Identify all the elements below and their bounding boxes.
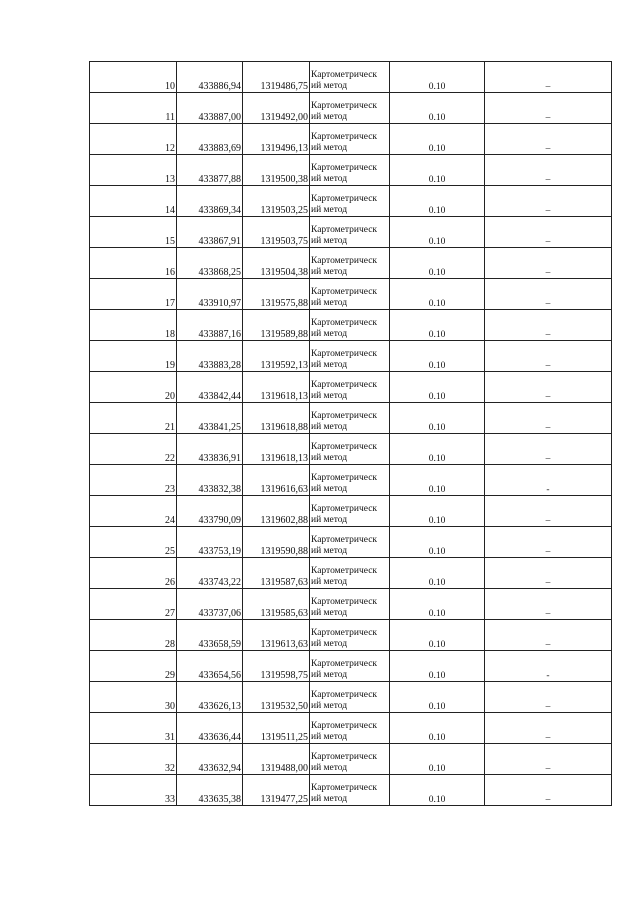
method-cell: [310, 310, 390, 341]
accuracy-cell: 0.10: [390, 372, 485, 403]
x-coordinate-cell: 433790,09: [177, 496, 243, 527]
x-coordinate-cell: 433842,44: [177, 372, 243, 403]
method-cell: [310, 744, 390, 775]
method-text-line1: Картометрическ: [311, 70, 378, 80]
method-text-line1: Картометрическ: [311, 256, 378, 266]
description-cell: –: [485, 589, 612, 620]
y-coordinate-cell: 1319613,63: [243, 620, 310, 651]
description-cell: –: [485, 217, 612, 248]
description-cell: –: [485, 496, 612, 527]
table-row: [90, 186, 612, 217]
x-coordinate-cell: 433841,25: [177, 403, 243, 434]
method-text-line1: Картометрическ: [311, 225, 378, 235]
method-text-line2: ий метод: [311, 298, 348, 308]
x-coordinate-cell: 433868,25: [177, 248, 243, 279]
method-text-line1: Картометрическ: [311, 659, 378, 669]
method-cell: [310, 403, 390, 434]
description-cell: –: [485, 527, 612, 558]
point-number-cell: 15: [90, 217, 177, 248]
table-row: [90, 651, 612, 682]
point-number-cell: 27: [90, 589, 177, 620]
method-text-line2: ий метод: [311, 794, 348, 804]
method-cell: [310, 248, 390, 279]
coordinates-table: [89, 61, 612, 806]
method-text-line2: ий метод: [311, 639, 348, 649]
method-text-line1: Картометрическ: [311, 411, 378, 421]
description-cell: –: [485, 124, 612, 155]
x-coordinate-cell: 433658,59: [177, 620, 243, 651]
method-cell: [310, 124, 390, 155]
method-cell: [310, 527, 390, 558]
point-number-cell: 30: [90, 682, 177, 713]
x-coordinate-cell: 433737,06: [177, 589, 243, 620]
point-number-cell: 33: [90, 775, 177, 806]
method-text-line2: ий метод: [311, 143, 348, 153]
accuracy-cell: 0.10: [390, 744, 485, 775]
method-cell: [310, 558, 390, 589]
method-text-line2: ий метод: [311, 577, 348, 587]
x-coordinate-cell: 433654,56: [177, 651, 243, 682]
x-coordinate-cell: 433867,91: [177, 217, 243, 248]
method-text-line2: ий метод: [311, 484, 348, 494]
table-row: [90, 403, 612, 434]
method-text-line1: Картометрическ: [311, 628, 378, 638]
description-cell: –: [485, 186, 612, 217]
method-cell: [310, 620, 390, 651]
method-text-line2: ий метод: [311, 732, 348, 742]
accuracy-cell: 0.10: [390, 217, 485, 248]
method-text-line2: ий метод: [311, 763, 348, 773]
y-coordinate-cell: 1319592,13: [243, 341, 310, 372]
x-coordinate-cell: 433636,44: [177, 713, 243, 744]
description-cell: –: [485, 744, 612, 775]
x-coordinate-cell: 433883,28: [177, 341, 243, 372]
method-text-line2: ий метод: [311, 453, 348, 463]
accuracy-cell: 0.10: [390, 651, 485, 682]
method-text-line2: ий метод: [311, 422, 348, 432]
y-coordinate-cell: 1319618,13: [243, 372, 310, 403]
y-coordinate-cell: 1319486,75: [243, 62, 310, 93]
description-cell: –: [485, 93, 612, 124]
point-number-cell: 17: [90, 279, 177, 310]
table-row: [90, 558, 612, 589]
description-cell: -: [485, 465, 612, 496]
table-row: [90, 372, 612, 403]
point-number-cell: 19: [90, 341, 177, 372]
method-text-line1: Картометрическ: [311, 101, 378, 111]
accuracy-cell: 0.10: [390, 465, 485, 496]
method-text-line1: Картометрическ: [311, 318, 378, 328]
point-number-cell: 31: [90, 713, 177, 744]
point-number-cell: 23: [90, 465, 177, 496]
method-cell: [310, 775, 390, 806]
method-cell: [310, 93, 390, 124]
table-row: [90, 155, 612, 186]
table-row: [90, 434, 612, 465]
description-cell: –: [485, 558, 612, 589]
y-coordinate-cell: 1319504,38: [243, 248, 310, 279]
point-number-cell: 26: [90, 558, 177, 589]
method-text-line2: ий метод: [311, 267, 348, 277]
method-text-line2: ий метод: [311, 391, 348, 401]
method-text-line1: Картометрическ: [311, 690, 378, 700]
description-cell: –: [485, 682, 612, 713]
method-text-line1: Картометрическ: [311, 163, 378, 173]
point-number-cell: 20: [90, 372, 177, 403]
point-number-cell: 10: [90, 62, 177, 93]
method-cell: [310, 217, 390, 248]
method-text-line1: Картометрическ: [311, 132, 378, 142]
y-coordinate-cell: 1319618,88: [243, 403, 310, 434]
x-coordinate-cell: 433869,34: [177, 186, 243, 217]
y-coordinate-cell: 1319503,25: [243, 186, 310, 217]
table-row: [90, 496, 612, 527]
accuracy-cell: 0.10: [390, 713, 485, 744]
method-text-line2: ий метод: [311, 670, 348, 680]
point-number-cell: 28: [90, 620, 177, 651]
description-cell: –: [485, 775, 612, 806]
method-cell: [310, 496, 390, 527]
point-number-cell: 14: [90, 186, 177, 217]
method-text-line2: ий метод: [311, 360, 348, 370]
accuracy-cell: 0.10: [390, 62, 485, 93]
method-cell: [310, 589, 390, 620]
method-text-line2: ий метод: [311, 546, 348, 556]
accuracy-cell: 0.10: [390, 527, 485, 558]
point-number-cell: 21: [90, 403, 177, 434]
x-coordinate-cell: 433832,38: [177, 465, 243, 496]
accuracy-cell: 0.10: [390, 589, 485, 620]
method-cell: [310, 186, 390, 217]
accuracy-cell: 0.10: [390, 124, 485, 155]
table-row: [90, 62, 612, 93]
method-cell: [310, 682, 390, 713]
table-row: [90, 248, 612, 279]
table-row: [90, 620, 612, 651]
table-row: [90, 775, 612, 806]
method-text-line1: Картометрическ: [311, 566, 378, 576]
accuracy-cell: 0.10: [390, 403, 485, 434]
table-row: [90, 124, 612, 155]
x-coordinate-cell: 433753,19: [177, 527, 243, 558]
method-cell: [310, 372, 390, 403]
y-coordinate-cell: 1319575,88: [243, 279, 310, 310]
method-text-line2: ий метод: [311, 329, 348, 339]
x-coordinate-cell: 433626,13: [177, 682, 243, 713]
table-row: [90, 527, 612, 558]
x-coordinate-cell: 433632,94: [177, 744, 243, 775]
y-coordinate-cell: 1319532,50: [243, 682, 310, 713]
x-coordinate-cell: 433635,38: [177, 775, 243, 806]
method-cell: [310, 651, 390, 682]
description-cell: –: [485, 434, 612, 465]
y-coordinate-cell: 1319587,63: [243, 558, 310, 589]
x-coordinate-cell: 433887,16: [177, 310, 243, 341]
method-text-line1: Картометрическ: [311, 752, 378, 762]
y-coordinate-cell: 1319585,63: [243, 589, 310, 620]
accuracy-cell: 0.10: [390, 434, 485, 465]
table-row: [90, 589, 612, 620]
description-cell: –: [485, 279, 612, 310]
method-cell: [310, 279, 390, 310]
method-text-line1: Картометрическ: [311, 380, 378, 390]
point-number-cell: 24: [90, 496, 177, 527]
y-coordinate-cell: 1319598,75: [243, 651, 310, 682]
point-number-cell: 25: [90, 527, 177, 558]
x-coordinate-cell: 433743,22: [177, 558, 243, 589]
accuracy-cell: 0.10: [390, 279, 485, 310]
table-row: [90, 93, 612, 124]
method-text-line1: Картометрическ: [311, 194, 378, 204]
accuracy-cell: 0.10: [390, 558, 485, 589]
accuracy-cell: 0.10: [390, 155, 485, 186]
method-cell: [310, 713, 390, 744]
x-coordinate-cell: 433887,00: [177, 93, 243, 124]
y-coordinate-cell: 1319492,00: [243, 93, 310, 124]
table-row: [90, 310, 612, 341]
accuracy-cell: 0.10: [390, 775, 485, 806]
accuracy-cell: 0.10: [390, 310, 485, 341]
description-cell: –: [485, 372, 612, 403]
table-row: [90, 341, 612, 372]
method-text-line1: Картометрическ: [311, 504, 378, 514]
method-text-line2: ий метод: [311, 608, 348, 618]
method-cell: [310, 62, 390, 93]
point-number-cell: 18: [90, 310, 177, 341]
accuracy-cell: 0.10: [390, 186, 485, 217]
table-row: [90, 713, 612, 744]
method-cell: [310, 465, 390, 496]
method-text-line2: ий метод: [311, 515, 348, 525]
point-number-cell: 22: [90, 434, 177, 465]
description-cell: –: [485, 341, 612, 372]
method-cell: [310, 434, 390, 465]
description-cell: –: [485, 310, 612, 341]
point-number-cell: 11: [90, 93, 177, 124]
accuracy-cell: 0.10: [390, 248, 485, 279]
method-text-line1: Картометрическ: [311, 783, 378, 793]
point-number-cell: 12: [90, 124, 177, 155]
description-cell: –: [485, 155, 612, 186]
y-coordinate-cell: 1319589,88: [243, 310, 310, 341]
method-cell: [310, 155, 390, 186]
table-row: [90, 465, 612, 496]
table-row: [90, 744, 612, 775]
x-coordinate-cell: 433883,69: [177, 124, 243, 155]
method-text-line1: Картометрическ: [311, 442, 378, 452]
y-coordinate-cell: 1319500,38: [243, 155, 310, 186]
y-coordinate-cell: 1319511,25: [243, 713, 310, 744]
method-text-line2: ий метод: [311, 81, 348, 91]
method-text-line2: ий метод: [311, 174, 348, 184]
y-coordinate-cell: 1319503,75: [243, 217, 310, 248]
description-cell: –: [485, 713, 612, 744]
accuracy-cell: 0.10: [390, 682, 485, 713]
y-coordinate-cell: 1319590,88: [243, 527, 310, 558]
method-text-line1: Картометрическ: [311, 535, 378, 545]
description-cell: -: [485, 651, 612, 682]
y-coordinate-cell: 1319618,13: [243, 434, 310, 465]
method-text-line1: Картометрическ: [311, 597, 378, 607]
accuracy-cell: 0.10: [390, 620, 485, 651]
accuracy-cell: 0.10: [390, 93, 485, 124]
x-coordinate-cell: 433877,88: [177, 155, 243, 186]
method-text-line1: Картометрическ: [311, 473, 378, 483]
table-row: [90, 682, 612, 713]
point-number-cell: 32: [90, 744, 177, 775]
accuracy-cell: 0.10: [390, 341, 485, 372]
x-coordinate-cell: 433910,97: [177, 279, 243, 310]
y-coordinate-cell: 1319488,00: [243, 744, 310, 775]
method-text-line1: Картометрическ: [311, 349, 378, 359]
y-coordinate-cell: 1319602,88: [243, 496, 310, 527]
table-row: [90, 279, 612, 310]
description-cell: –: [485, 403, 612, 434]
method-text-line1: Картометрическ: [311, 287, 378, 297]
method-text-line2: ий метод: [311, 236, 348, 246]
x-coordinate-cell: 433886,94: [177, 62, 243, 93]
accuracy-cell: 0.10: [390, 496, 485, 527]
point-number-cell: 16: [90, 248, 177, 279]
method-text-line1: Картометрическ: [311, 721, 378, 731]
description-cell: –: [485, 620, 612, 651]
method-text-line2: ий метод: [311, 205, 348, 215]
y-coordinate-cell: 1319496,13: [243, 124, 310, 155]
table-row: [90, 217, 612, 248]
y-coordinate-cell: 1319477,25: [243, 775, 310, 806]
x-coordinate-cell: 433836,91: [177, 434, 243, 465]
point-number-cell: 29: [90, 651, 177, 682]
method-cell: [310, 341, 390, 372]
coordinates-table-body: [90, 62, 612, 806]
description-cell: –: [485, 248, 612, 279]
point-number-cell: 13: [90, 155, 177, 186]
y-coordinate-cell: 1319616,63: [243, 465, 310, 496]
method-text-line2: ий метод: [311, 112, 348, 122]
description-cell: –: [485, 62, 612, 93]
method-text-line2: ий метод: [311, 701, 348, 711]
